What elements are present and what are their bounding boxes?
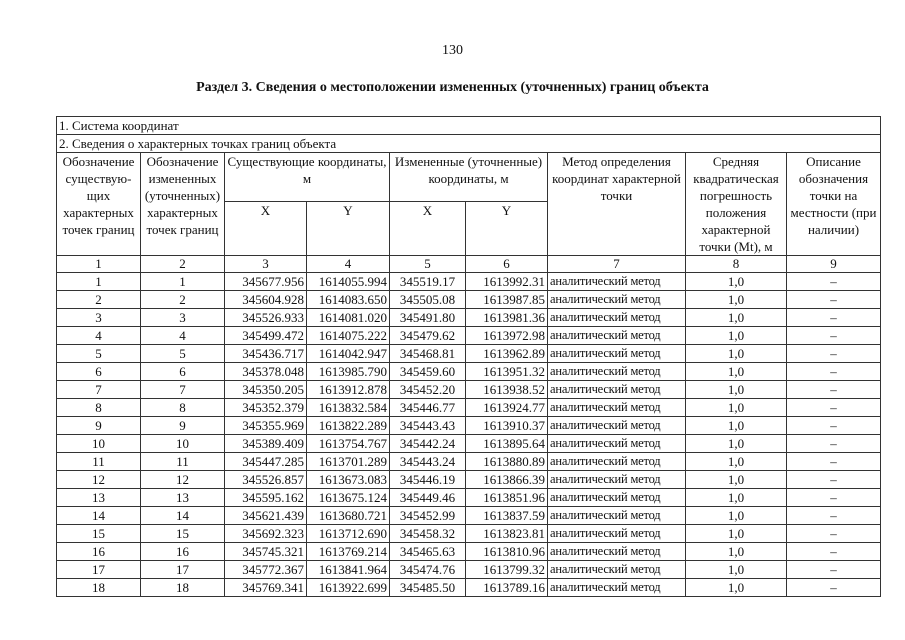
y-changed-cell: 1613910.37	[466, 417, 548, 435]
description-cell: –	[787, 417, 881, 435]
method-cell: аналитический метод	[548, 435, 686, 453]
existing-point-cell: 13	[57, 489, 141, 507]
changed-point-cell: 8	[141, 399, 225, 417]
changed-point-cell: 12	[141, 471, 225, 489]
column-number: 8	[686, 256, 787, 273]
existing-point-cell: 11	[57, 453, 141, 471]
error-cell: 1,0	[686, 453, 787, 471]
x-changed-cell: 345446.19	[390, 471, 466, 489]
description-cell: –	[787, 435, 881, 453]
method-cell: аналитический метод	[548, 399, 686, 417]
error-cell: 1,0	[686, 363, 787, 381]
x-existing-cell: 345436.717	[225, 345, 307, 363]
table-row	[57, 345, 881, 363]
table-row	[57, 381, 881, 399]
x-changed-cell: 345452.20	[390, 381, 466, 399]
y-changed-cell: 1613837.59	[466, 507, 548, 525]
column-number: 3	[225, 256, 307, 273]
y-changed-cell: 1613981.36	[466, 309, 548, 327]
description-cell: –	[787, 453, 881, 471]
x-existing-cell: 345677.956	[225, 273, 307, 291]
changed-point-cell: 18	[141, 579, 225, 597]
method-cell: аналитический метод	[548, 291, 686, 309]
error-cell: 1,0	[686, 525, 787, 543]
header-y-changed: Y	[466, 202, 548, 256]
x-changed-cell: 345474.76	[390, 561, 466, 579]
existing-point-cell: 5	[57, 345, 141, 363]
y-changed-cell: 1613962.89	[466, 345, 548, 363]
y-changed-cell: 1613789.16	[466, 579, 548, 597]
page-number: 130	[442, 43, 463, 58]
column-number: 5	[390, 256, 466, 273]
characteristic-points-label: 2. Сведения о характерных точках границ объекта	[57, 135, 881, 153]
y-existing-cell: 1614055.994	[307, 273, 390, 291]
method-cell: аналитический метод	[548, 471, 686, 489]
x-changed-cell: 345468.81	[390, 345, 466, 363]
changed-point-cell: 5	[141, 345, 225, 363]
error-cell: 1,0	[686, 561, 787, 579]
changed-point-cell: 3	[141, 309, 225, 327]
coordinate-system-label: 1. Система координат	[57, 117, 881, 135]
header-description: Описание обозначения точки на местности (при наличии)	[787, 153, 881, 256]
y-changed-cell: 1613951.32	[466, 363, 548, 381]
error-cell: 1,0	[686, 273, 787, 291]
existing-point-cell: 15	[57, 525, 141, 543]
y-existing-cell: 1613673.083	[307, 471, 390, 489]
x-existing-cell: 345526.933	[225, 309, 307, 327]
header-existing-coordinates: Существующие координаты, м	[225, 153, 390, 202]
table-row	[57, 489, 881, 507]
x-existing-cell: 345604.928	[225, 291, 307, 309]
y-existing-cell: 1613985.790	[307, 363, 390, 381]
description-cell: –	[787, 507, 881, 525]
changed-point-cell: 14	[141, 507, 225, 525]
x-existing-cell: 345772.367	[225, 561, 307, 579]
coordinates-table	[56, 116, 881, 597]
x-existing-cell: 345352.379	[225, 399, 307, 417]
description-cell: –	[787, 309, 881, 327]
x-changed-cell: 345479.62	[390, 327, 466, 345]
table-row	[57, 399, 881, 417]
description-cell: –	[787, 525, 881, 543]
description-cell: –	[787, 399, 881, 417]
x-changed-cell: 345442.24	[390, 435, 466, 453]
y-existing-cell: 1613922.699	[307, 579, 390, 597]
x-changed-cell: 345443.24	[390, 453, 466, 471]
method-cell: аналитический метод	[548, 543, 686, 561]
y-existing-cell: 1613701.289	[307, 453, 390, 471]
table-row	[57, 525, 881, 543]
y-changed-cell: 1613866.39	[466, 471, 548, 489]
x-existing-cell: 345745.321	[225, 543, 307, 561]
table-row	[57, 453, 881, 471]
header-existing-points: Обозначение существую-щих характерных точек границ	[57, 153, 141, 256]
y-changed-cell: 1613938.52	[466, 381, 548, 399]
column-number: 7	[548, 256, 686, 273]
existing-point-cell: 7	[57, 381, 141, 399]
error-cell: 1,0	[686, 417, 787, 435]
column-number: 1	[57, 256, 141, 273]
table-row	[57, 291, 881, 309]
y-changed-cell: 1613880.89	[466, 453, 548, 471]
table-row	[57, 363, 881, 381]
y-existing-cell: 1614083.650	[307, 291, 390, 309]
description-cell: –	[787, 363, 881, 381]
changed-point-cell: 10	[141, 435, 225, 453]
x-changed-cell: 345505.08	[390, 291, 466, 309]
description-cell: –	[787, 489, 881, 507]
changed-point-cell: 9	[141, 417, 225, 435]
table-row	[57, 579, 881, 597]
description-cell: –	[787, 579, 881, 597]
method-cell: аналитический метод	[548, 309, 686, 327]
existing-point-cell: 14	[57, 507, 141, 525]
y-existing-cell: 1613841.964	[307, 561, 390, 579]
header-changed-points: Обозначение измененных (уточненных) характерных точек границ	[141, 153, 225, 256]
y-changed-cell: 1613810.96	[466, 543, 548, 561]
description-cell: –	[787, 273, 881, 291]
method-cell: аналитический метод	[548, 561, 686, 579]
x-changed-cell: 345459.60	[390, 363, 466, 381]
method-cell: аналитический метод	[548, 507, 686, 525]
existing-point-cell: 1	[57, 273, 141, 291]
method-cell: аналитический метод	[548, 363, 686, 381]
x-changed-cell: 345458.32	[390, 525, 466, 543]
x-changed-cell: 345491.80	[390, 309, 466, 327]
y-existing-cell: 1613712.690	[307, 525, 390, 543]
error-cell: 1,0	[686, 543, 787, 561]
error-cell: 1,0	[686, 471, 787, 489]
error-cell: 1,0	[686, 579, 787, 597]
existing-point-cell: 16	[57, 543, 141, 561]
y-existing-cell: 1613912.878	[307, 381, 390, 399]
changed-point-cell: 16	[141, 543, 225, 561]
changed-point-cell: 11	[141, 453, 225, 471]
existing-point-cell: 12	[57, 471, 141, 489]
x-existing-cell: 345769.341	[225, 579, 307, 597]
x-changed-cell: 345519.17	[390, 273, 466, 291]
existing-point-cell: 17	[57, 561, 141, 579]
y-existing-cell: 1613769.214	[307, 543, 390, 561]
table-row	[57, 471, 881, 489]
existing-point-cell: 9	[57, 417, 141, 435]
x-changed-cell: 345465.63	[390, 543, 466, 561]
y-changed-cell: 1613799.32	[466, 561, 548, 579]
changed-point-cell: 1	[141, 273, 225, 291]
x-existing-cell: 345499.472	[225, 327, 307, 345]
y-existing-cell: 1614042.947	[307, 345, 390, 363]
header-method: Метод определения координат характерной точки	[548, 153, 686, 256]
y-changed-cell: 1613851.96	[466, 489, 548, 507]
changed-point-cell: 7	[141, 381, 225, 399]
table-row	[57, 507, 881, 525]
method-cell: аналитический метод	[548, 417, 686, 435]
x-existing-cell: 345350.205	[225, 381, 307, 399]
y-changed-cell: 1613895.64	[466, 435, 548, 453]
y-existing-cell: 1613680.721	[307, 507, 390, 525]
table-row	[57, 561, 881, 579]
header-x-changed: X	[390, 202, 466, 256]
y-existing-cell: 1614075.222	[307, 327, 390, 345]
description-cell: –	[787, 291, 881, 309]
method-cell: аналитический метод	[548, 381, 686, 399]
table-row	[57, 543, 881, 561]
changed-point-cell: 17	[141, 561, 225, 579]
error-cell: 1,0	[686, 327, 787, 345]
y-existing-cell: 1613754.767	[307, 435, 390, 453]
column-number: 9	[787, 256, 881, 273]
error-cell: 1,0	[686, 291, 787, 309]
error-cell: 1,0	[686, 345, 787, 363]
x-existing-cell: 345447.285	[225, 453, 307, 471]
description-cell: –	[787, 561, 881, 579]
description-cell: –	[787, 543, 881, 561]
y-changed-cell: 1613992.31	[466, 273, 548, 291]
x-existing-cell: 345621.439	[225, 507, 307, 525]
column-number: 4	[307, 256, 390, 273]
description-cell: –	[787, 345, 881, 363]
header-y-existing: Y	[307, 202, 390, 256]
changed-point-cell: 15	[141, 525, 225, 543]
changed-point-cell: 2	[141, 291, 225, 309]
table-row	[57, 417, 881, 435]
changed-point-cell: 6	[141, 363, 225, 381]
x-changed-cell: 345446.77	[390, 399, 466, 417]
y-existing-cell: 1613675.124	[307, 489, 390, 507]
changed-point-cell: 13	[141, 489, 225, 507]
table-row	[57, 435, 881, 453]
method-cell: аналитический метод	[548, 489, 686, 507]
column-number-row	[57, 256, 881, 273]
method-cell: аналитический метод	[548, 273, 686, 291]
y-existing-cell: 1613832.584	[307, 399, 390, 417]
error-cell: 1,0	[686, 381, 787, 399]
error-cell: 1,0	[686, 507, 787, 525]
x-existing-cell: 345595.162	[225, 489, 307, 507]
existing-point-cell: 8	[57, 399, 141, 417]
y-changed-cell: 1613823.81	[466, 525, 548, 543]
x-existing-cell: 345526.857	[225, 471, 307, 489]
method-cell: аналитический метод	[548, 579, 686, 597]
x-changed-cell: 345452.99	[390, 507, 466, 525]
existing-point-cell: 2	[57, 291, 141, 309]
table-row	[57, 273, 881, 291]
existing-point-cell: 6	[57, 363, 141, 381]
description-cell: –	[787, 327, 881, 345]
method-cell: аналитический метод	[548, 327, 686, 345]
header-changed-coordinates: Измененные (уточненные) координаты, м	[390, 153, 548, 202]
y-existing-cell: 1614081.020	[307, 309, 390, 327]
error-cell: 1,0	[686, 489, 787, 507]
table-row	[57, 327, 881, 345]
changed-point-cell: 4	[141, 327, 225, 345]
existing-point-cell: 4	[57, 327, 141, 345]
column-number: 6	[466, 256, 548, 273]
existing-point-cell: 3	[57, 309, 141, 327]
section-title: Раздел 3. Сведения о местоположении измененных (уточненных) границ объекта	[196, 80, 709, 95]
description-cell: –	[787, 471, 881, 489]
y-existing-cell: 1613822.289	[307, 417, 390, 435]
method-cell: аналитический метод	[548, 345, 686, 363]
y-changed-cell: 1613972.98	[466, 327, 548, 345]
y-changed-cell: 1613924.77	[466, 399, 548, 417]
method-cell: аналитический метод	[548, 525, 686, 543]
x-changed-cell: 345485.50	[390, 579, 466, 597]
x-existing-cell: 345378.048	[225, 363, 307, 381]
header-error: Средняя квадратическая погрешность положения характерной точки (Mt), м	[686, 153, 787, 256]
error-cell: 1,0	[686, 399, 787, 417]
existing-point-cell: 18	[57, 579, 141, 597]
x-existing-cell: 345355.969	[225, 417, 307, 435]
method-cell: аналитический метод	[548, 453, 686, 471]
error-cell: 1,0	[686, 309, 787, 327]
x-changed-cell: 345443.43	[390, 417, 466, 435]
header-x-existing: X	[225, 202, 307, 256]
y-changed-cell: 1613987.85	[466, 291, 548, 309]
table-body	[57, 273, 881, 597]
column-number: 2	[141, 256, 225, 273]
existing-point-cell: 10	[57, 435, 141, 453]
x-changed-cell: 345449.46	[390, 489, 466, 507]
x-existing-cell: 345692.323	[225, 525, 307, 543]
error-cell: 1,0	[686, 435, 787, 453]
description-cell: –	[787, 381, 881, 399]
x-existing-cell: 345389.409	[225, 435, 307, 453]
table-row	[57, 309, 881, 327]
